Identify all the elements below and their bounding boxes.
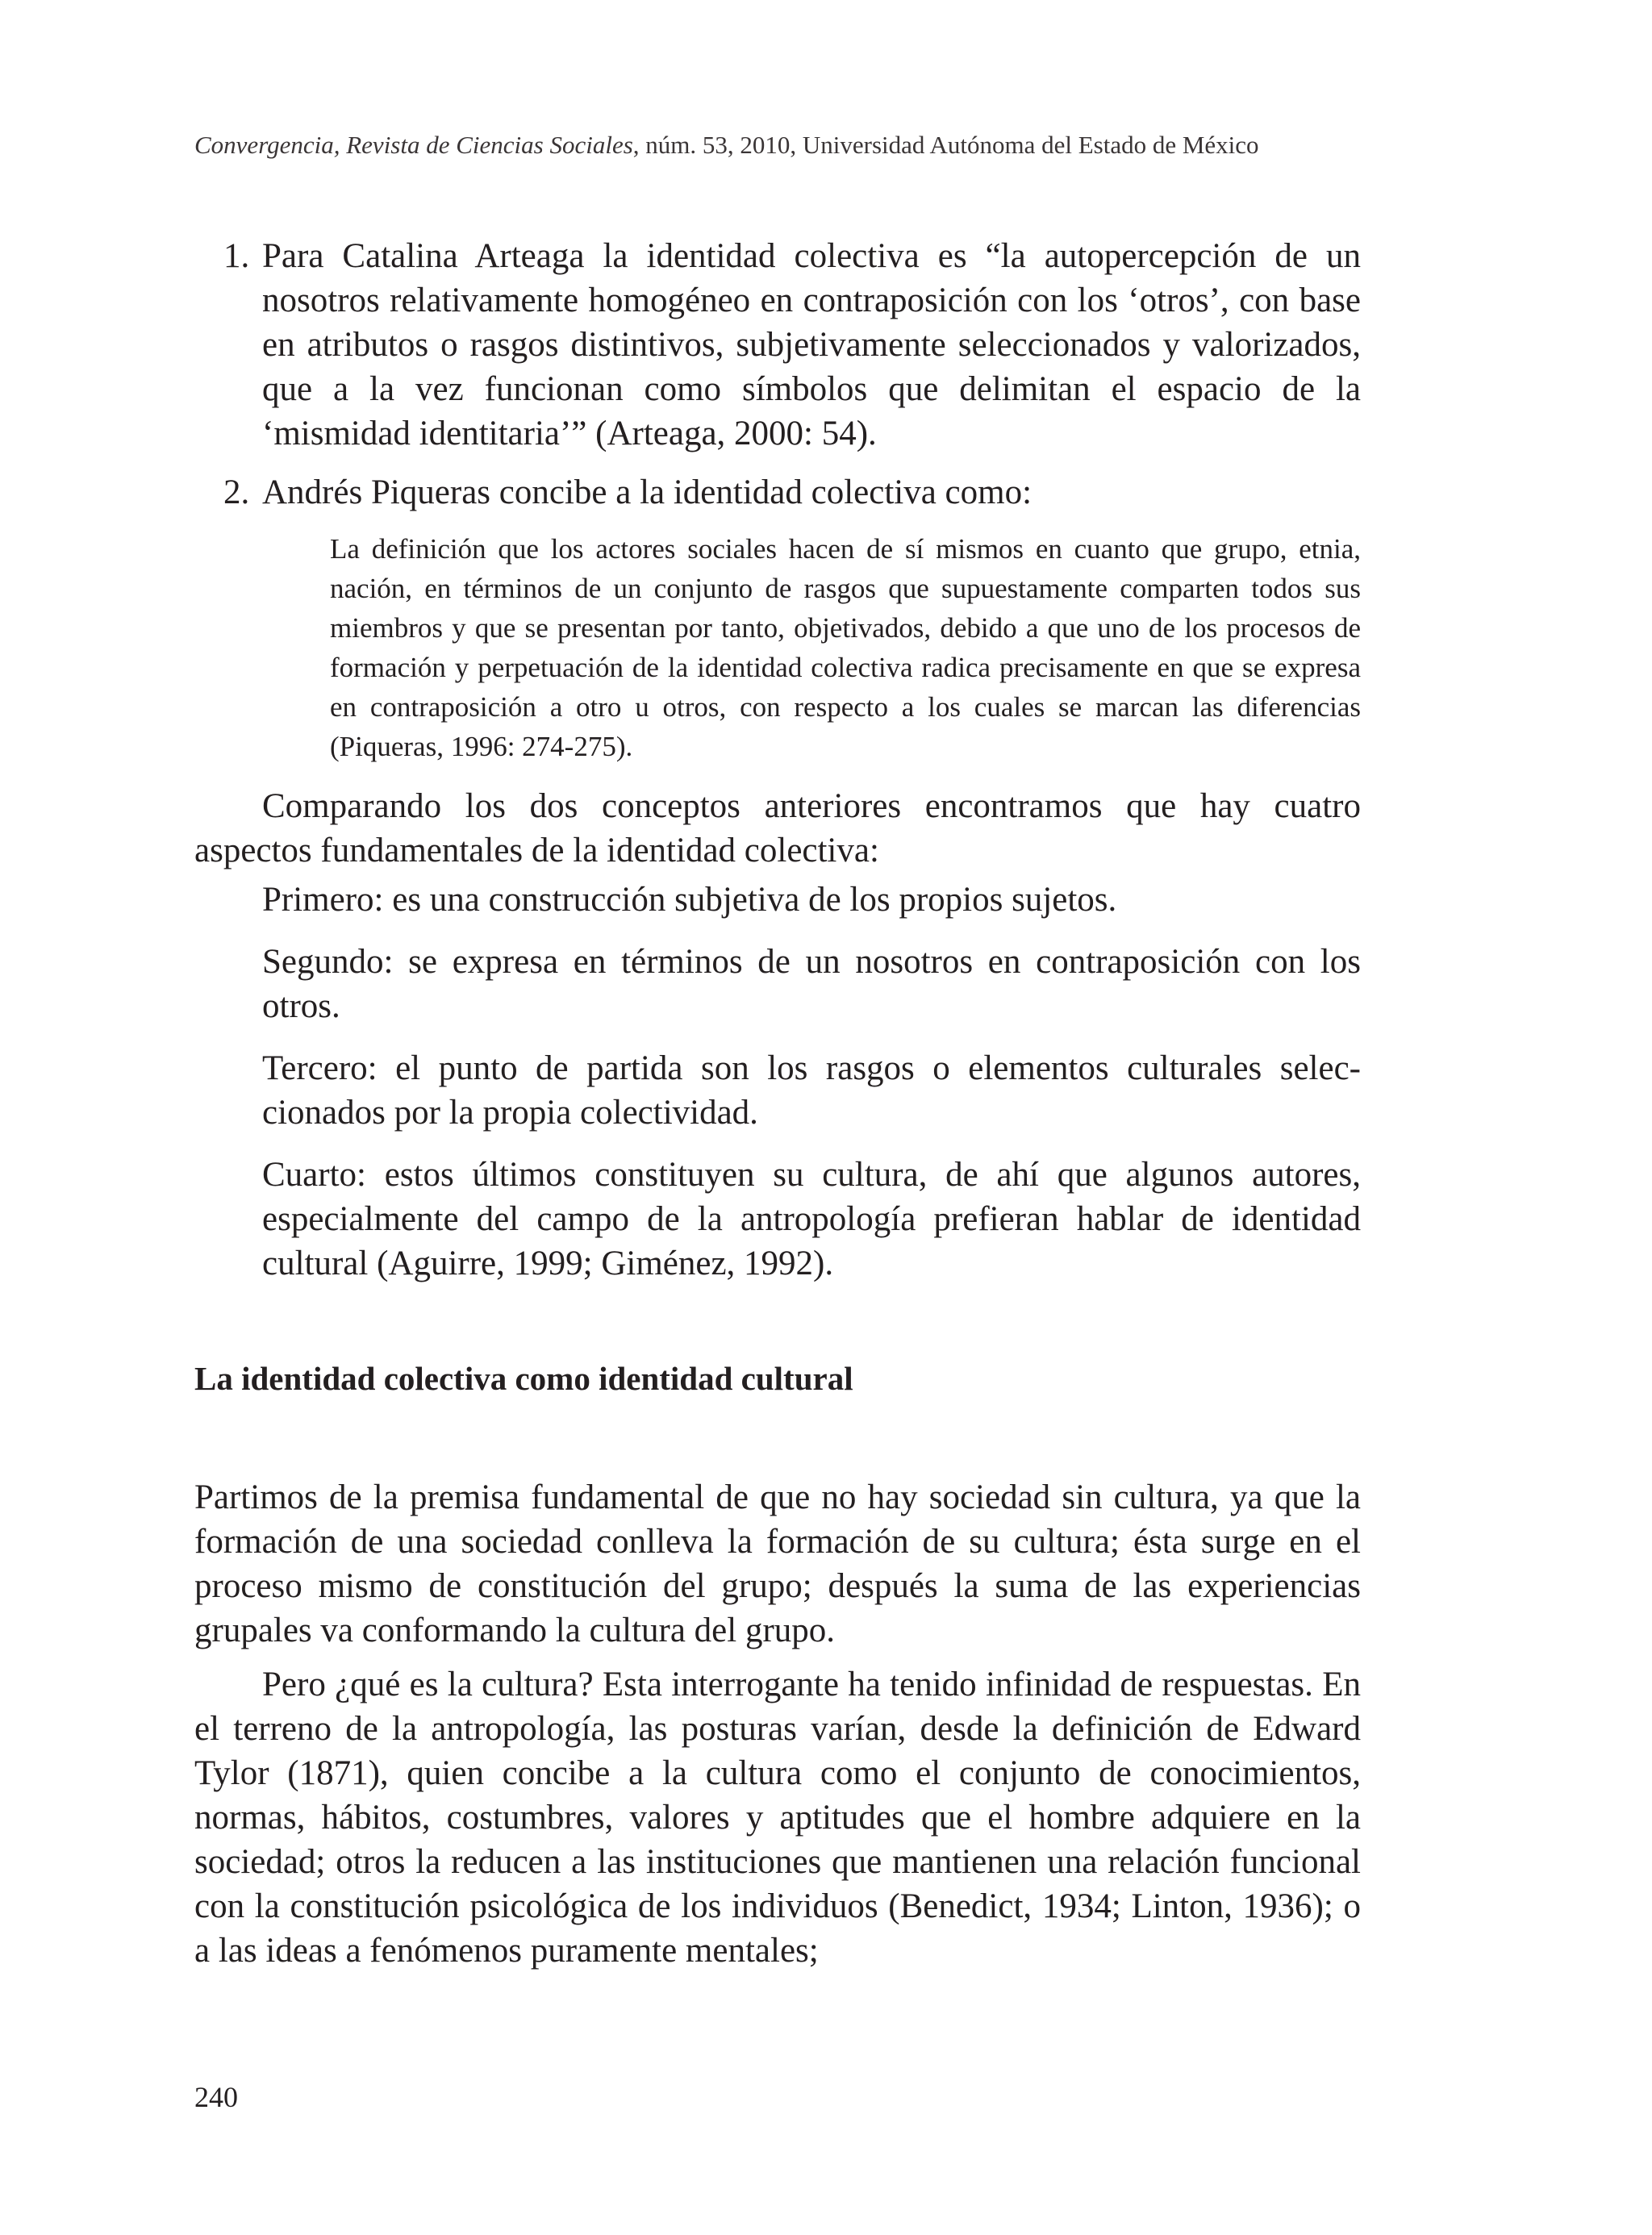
section-heading: La identidad colectiva como identidad cultural <box>194 1360 853 1397</box>
page-number: 240 <box>194 2081 238 2113</box>
list-item-2 <box>194 470 1361 515</box>
section-paragraph-2: Pero ¿qué es la cultura? Esta interrogante ha tenido infinidad de respuestas. En el terreno de la antropología, las posturas varían, desde la definición de Edward Tylor (1871), quien concibe a la cultura como el conjunto de conocimientos, normas, hábitos, costumbres, valores y aptitudes que el hombre adquiere en la sociedad; otros la reducen a las instituciones que mantienen una relación funcional con la constitución psicológica de los individuos (Benedict, 1934; Linton, 1936); o a las ideas a fenómenos puramente mentales; <box>194 1666 1361 1970</box>
list-item-text: Andrés Piqueras concibe a la identidad colectiva como: <box>262 473 1032 511</box>
comparison-paragraph: Comparando los dos conceptos anteriores encontramos que hay cuatro aspectos fundamentales de la identidad colectiva: <box>194 787 1361 869</box>
journal-title: Convergencia, Revista de Ciencias Sociales <box>194 131 633 159</box>
journal-issue-info: , núm. 53, 2010, Universidad Autónoma del Estado de México <box>632 131 1259 159</box>
running-head <box>194 127 1361 163</box>
list-item-text: Para Catalina Arteaga la identidad colectiva es “la autopercepción de un nosotros relativamente homogéneo en contraposición con los ‘otros’, con base en atributos o rasgos distintivos, subjetivamente seleccionados y valorizados, que a la vez funcionan como símbolos que delimitan el espacio de la ‘mismidad identitaria’” (Arteaga, 2000: 54). <box>262 237 1361 452</box>
aspect-fourth: Cuarto: estos últimos constituyen su cultura, de ahí que algunos autores, especialmente del campo de la antropología prefieran hablar de identidad cultural (Aguirre, 1999; Giménez, 1992). <box>262 1156 1361 1282</box>
aspect-third: Tercero: el punto de partida son los rasgos o elementos culturales seleccionados por la propia colectividad. <box>262 1049 1361 1132</box>
body-text <box>194 234 1361 1973</box>
list-number: 2. <box>223 473 250 511</box>
aspect-second: Segundo: se expresa en términos de un nosotros en contraposición con los otros. <box>262 943 1361 1025</box>
document-page <box>194 0 1361 2235</box>
aspect-first: Primero: es una construcción subjetiva de los propios sujetos. <box>262 881 1117 919</box>
list-item-1 <box>194 234 1361 456</box>
section-paragraph-1: Partimos de la premisa fundamental de que no hay sociedad sin cultura, ya que la formación de una sociedad conlleva la formación de su cultura; ésta surge en el proceso mismo de constitución del grupo; después la suma de las experiencias grupales va conformando la cultura del grupo. <box>194 1478 1361 1649</box>
block-quote: La definición que los actores sociales hacen de sí mismos en cuanto que grupo, etnia, nación, en términos de un conjunto de rasgos que supuestamente comparten todos sus miembros y que se presentan por tanto, objetivados, debido a que uno de los procesos de formación y perpetuación de la identidad colectiva radica precisamente en que se expresa en contraposición a otro u otros, con respecto a los cuales se marcan las diferencias (Piqueras, 1996: 274-275). <box>330 533 1361 762</box>
list-number: 1. <box>223 237 250 275</box>
